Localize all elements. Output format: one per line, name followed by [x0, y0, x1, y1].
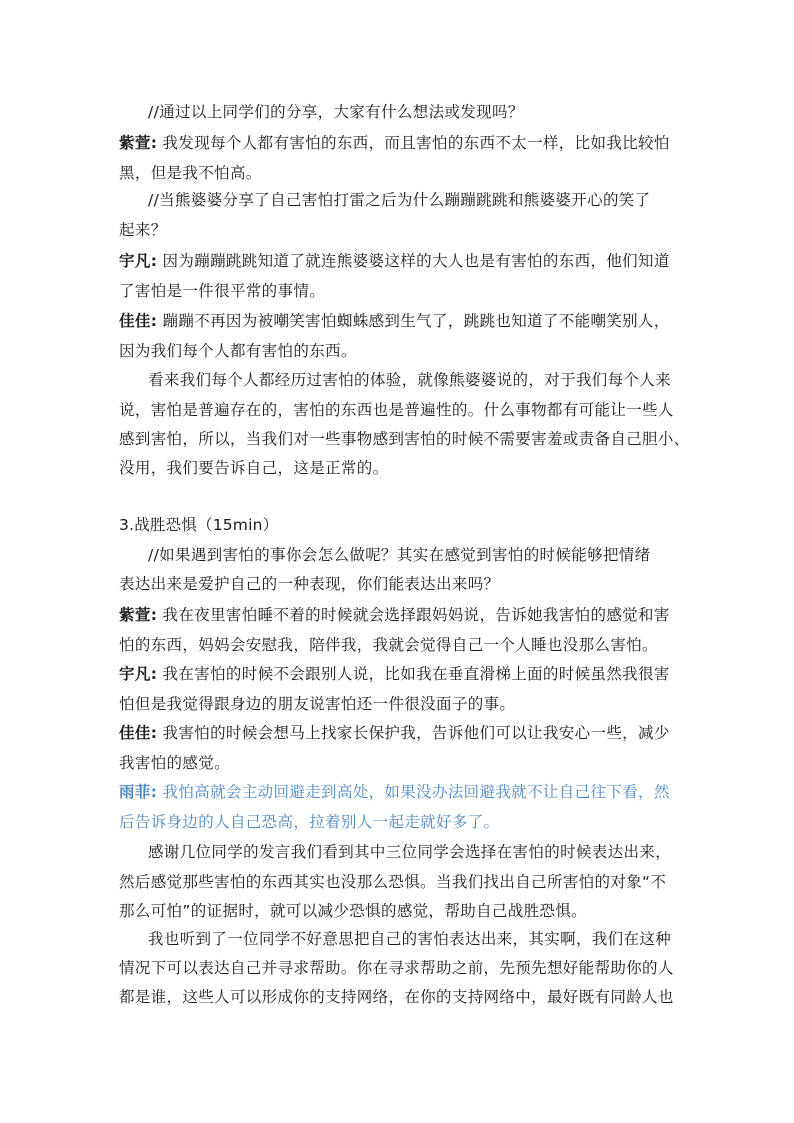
- answer-line: 我害怕的感觉。: [119, 754, 230, 772]
- answer-text: 蹦蹦不再因为被嘲笑害怕蜘蛛感到生气了，跳跳也知道了不能嘲笑别人，: [157, 312, 670, 330]
- answer-line: [119, 133, 670, 153]
- answer-line: [119, 311, 670, 331]
- answer-text: 我怕高就会主动回避走到高处，如果没办法回避我就不让自己往下看，然: [157, 783, 670, 801]
- answer-line: [119, 664, 670, 684]
- answer-line: 了害怕是一件很平常的事情。: [119, 282, 326, 300]
- question-line: //如果遇到害怕的事你会怎么做呢？其实在感觉到害怕的时候能够把情绪: [148, 546, 651, 564]
- paragraph-line: 说，害怕是普遍存在的，害怕的东西也是普遍性的。什么事物都有可能让一些人: [119, 401, 674, 419]
- paragraph-line: 感谢几位同学的发言我们看到其中三位同学会选择在害怕的时候表达出来，: [148, 843, 672, 861]
- speaker-name: 佳佳:: [119, 312, 158, 330]
- answer-text: 我在夜里害怕睡不着的时候就会选择跟妈妈说，告诉她我害怕的感觉和害: [157, 606, 670, 624]
- speaker-name: 紫萱:: [119, 606, 158, 624]
- paragraph-line: 然后感觉那些害怕的东西其实也没那么恐惧。当我们找出自己所害怕的对象“不: [119, 873, 667, 891]
- question-line: 表达出来是爱护自己的一种表现，你们能表达出来吗？: [119, 575, 500, 593]
- paragraph-line: 没用，我们要告诉自己，这是正常的。: [119, 459, 389, 477]
- answer-line: 怕的东西，妈妈会安慰我，陪伴我，我就会觉得自己一个人睡也没那么害怕。: [119, 636, 658, 654]
- paragraph-line: 感到害怕，所以，当我们对一些事物感到害怕的时候不需要害羞或责备自己胆小、: [119, 430, 690, 448]
- question-line: //通过以上同学们的分享，大家有什么想法或发现吗？: [148, 103, 524, 121]
- paragraph-line: 情况下可以表达自己并寻求帮助。你在寻求帮助之前，先预先想好能帮助你的人: [119, 959, 674, 977]
- speaker-name: 紫萱:: [119, 134, 158, 152]
- answer-line: 黑，但是我不怕高。: [119, 164, 262, 182]
- answer-line: [119, 605, 670, 625]
- speaker-name: 宇凡:: [119, 665, 158, 683]
- answer-line: 因为我们每个人都有害怕的东西。: [119, 342, 357, 360]
- answer-line: 怕但是我觉得跟身边的朋友说害怕还一件很没面子的事。: [119, 695, 516, 713]
- paragraph-line: 那么可怕”的证据时，就可以减少恐惧的感觉，帮助自己战胜恐惧。: [119, 902, 588, 920]
- speaker-name: 宇凡:: [119, 252, 158, 270]
- answer-line: [119, 251, 670, 271]
- answer-text: 我发现每个人都有害怕的东西，而且害怕的东西不太一样，比如我比较怕: [157, 134, 670, 152]
- question-line: //当熊婆婆分享了自己害怕打雷之后为什么蹦蹦跳跳和熊婆婆开心的笑了: [148, 191, 651, 209]
- section-heading: 3.战胜恐惧（15min）: [119, 516, 279, 534]
- paragraph-line: 我也听到了一位同学不好意思把自己的害怕表达出来，其实啊，我们在这种: [148, 930, 672, 948]
- answer-line-highlighted: 后告诉身边的人自己恐高，拉着别人一起走就好多了。: [119, 813, 500, 831]
- speaker-name: 雨菲:: [119, 783, 158, 801]
- speaker-name: 佳佳:: [119, 724, 158, 742]
- answer-text: 我害怕的时候会想马上找家长保护我，告诉他们可以让我安心一些，减少: [157, 724, 670, 742]
- paragraph-line: 看来我们每个人都经历过害怕的体验，就像熊婆婆说的，对于我们每个人来: [148, 371, 672, 389]
- answer-text: 因为蹦蹦跳跳知道了就连熊婆婆这样的大人也是有害怕的东西，他们知道: [157, 252, 670, 270]
- answer-text: 我在害怕的时候不会跟别人说，比如我在垂直滑梯上面的时候虽然我很害: [157, 665, 670, 683]
- answer-line: [119, 723, 670, 743]
- question-line: 起来？: [119, 221, 167, 239]
- paragraph-line: 都是谁，这些人可以形成你的支持网络，在你的支持网络中，最好既有同龄人也: [119, 988, 674, 1006]
- answer-line-highlighted: [119, 782, 670, 802]
